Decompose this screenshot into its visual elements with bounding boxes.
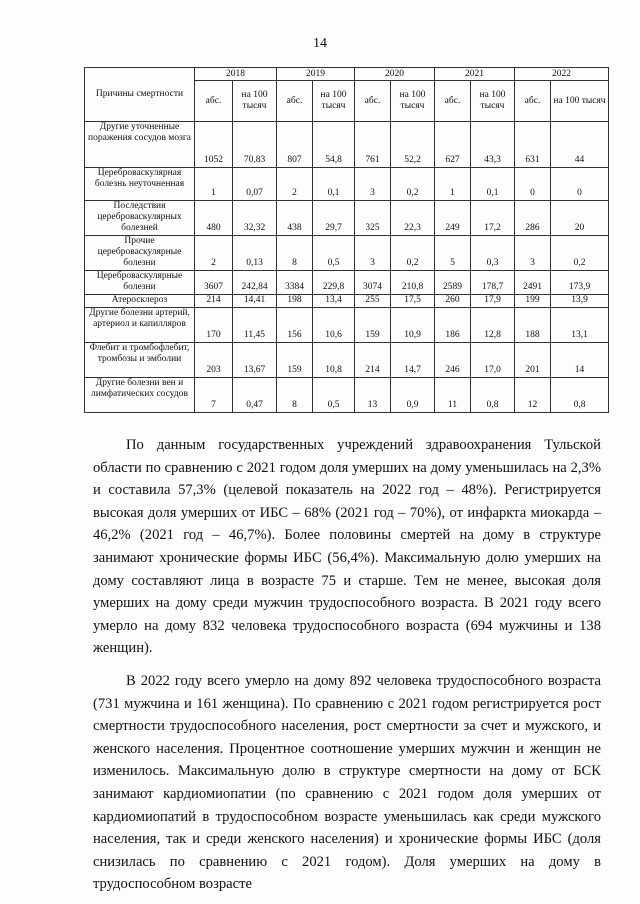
rate-value-cell: 229,8 xyxy=(313,271,355,295)
rate-value-cell: 20 xyxy=(551,201,609,236)
abs-value-cell: 12 xyxy=(515,378,551,413)
rate-value-cell: 0,3 xyxy=(471,236,515,271)
rate-value-cell: 14,41 xyxy=(233,295,277,308)
cause-cell: Атеросклероз xyxy=(85,295,195,308)
abs-value-cell: 627 xyxy=(435,122,471,168)
rate-value-cell: 10,6 xyxy=(313,308,355,343)
abs-header: абс. xyxy=(277,81,313,122)
rate-value-cell: 13,67 xyxy=(233,343,277,378)
abs-value-cell: 2 xyxy=(277,168,313,201)
abs-value-cell: 13 xyxy=(355,378,391,413)
rate-value-cell: 0,8 xyxy=(551,378,609,413)
per100k-header: на 100 тысяч xyxy=(391,81,435,122)
cause-header: Причины смертности xyxy=(85,68,195,122)
table-row xyxy=(85,378,609,413)
abs-value-cell: 198 xyxy=(277,295,313,308)
rate-value-cell: 10,9 xyxy=(391,308,435,343)
abs-value-cell: 159 xyxy=(277,343,313,378)
abs-value-cell: 5 xyxy=(435,236,471,271)
abs-value-cell: 3 xyxy=(355,236,391,271)
abs-value-cell: 203 xyxy=(195,343,233,378)
abs-header: абс. xyxy=(195,81,233,122)
table-row xyxy=(85,201,609,236)
table-row xyxy=(85,308,609,343)
rate-value-cell: 0,1 xyxy=(471,168,515,201)
abs-value-cell: 255 xyxy=(355,295,391,308)
abs-value-cell: 159 xyxy=(355,308,391,343)
cause-cell: Последствия цереброваскулярных болезней xyxy=(85,201,195,236)
cause-cell: Цереброваскулярные болезни xyxy=(85,271,195,295)
rate-value-cell: 0 xyxy=(551,168,609,201)
abs-value-cell: 3074 xyxy=(355,271,391,295)
year-header: 2022 xyxy=(515,68,609,81)
rate-value-cell: 13,9 xyxy=(551,295,609,308)
rate-value-cell: 22,3 xyxy=(391,201,435,236)
rate-value-cell: 13,4 xyxy=(313,295,355,308)
rate-value-cell: 32,32 xyxy=(233,201,277,236)
rate-value-cell: 29,7 xyxy=(313,201,355,236)
abs-value-cell: 2 xyxy=(195,236,233,271)
abs-value-cell: 3607 xyxy=(195,271,233,295)
rate-value-cell: 210,8 xyxy=(391,271,435,295)
abs-value-cell: 8 xyxy=(277,236,313,271)
abs-value-cell: 249 xyxy=(435,201,471,236)
rate-value-cell: 52,2 xyxy=(391,122,435,168)
abs-value-cell: 325 xyxy=(355,201,391,236)
rate-value-cell: 0,2 xyxy=(551,236,609,271)
mortality-table xyxy=(84,67,609,413)
abs-value-cell: 3 xyxy=(515,236,551,271)
abs-value-cell: 2491 xyxy=(515,271,551,295)
cause-cell: Флебит и тромбофлебит, тромбозы и эмболии xyxy=(85,343,195,378)
cause-cell: Другие болезни артерий, артериол и капилляров xyxy=(85,308,195,343)
table-row xyxy=(85,295,609,308)
abs-value-cell: 761 xyxy=(355,122,391,168)
abs-value-cell: 199 xyxy=(515,295,551,308)
abs-value-cell: 286 xyxy=(515,201,551,236)
rate-value-cell: 70,83 xyxy=(233,122,277,168)
abs-value-cell: 246 xyxy=(435,343,471,378)
abs-header: абс. xyxy=(355,81,391,122)
cause-cell: Цереброваскулярная болезнь неуточненная xyxy=(85,168,195,201)
rate-value-cell: 43,3 xyxy=(471,122,515,168)
rate-value-cell: 10,8 xyxy=(313,343,355,378)
abs-value-cell: 170 xyxy=(195,308,233,343)
rate-value-cell: 0,9 xyxy=(391,378,435,413)
abs-value-cell: 3384 xyxy=(277,271,313,295)
table-row xyxy=(85,343,609,378)
rate-value-cell: 0,2 xyxy=(391,236,435,271)
year-header: 2020 xyxy=(355,68,435,81)
abs-value-cell: 2589 xyxy=(435,271,471,295)
abs-value-cell: 807 xyxy=(277,122,313,168)
abs-value-cell: 1 xyxy=(195,168,233,201)
abs-value-cell: 3 xyxy=(355,168,391,201)
per100k-header: на 100 тысяч xyxy=(233,81,277,122)
table-body xyxy=(85,122,609,413)
page-number: 14 xyxy=(313,36,327,51)
body-text xyxy=(93,434,601,896)
abs-value-cell: 0 xyxy=(515,168,551,201)
paragraph: В 2022 году всего умерло на дому 892 человека трудоспособного возраста (731 мужчина и 161 женщина). По сравнению с 2021 годом регистрируется рост смертности трудоспособного населения, рост смертности за счет и мужского, и женского населения. Процентное соотношение умерших мужчин и женщин не изменилось. Максимальную долю в структуре смертности на дому от БСК занимают кардиомиопатии (по сравнению с 2021 годом доля умерших от кардиомиопатий в трудоспособном возрасте уменьшилась как среди мужского населения, так и среди женского населения) и хронические формы ИБС (доля снизилась по сравнению с 2021 годом). Доля умерших на дому в трудоспособном возрасте xyxy=(93,672,601,893)
per100k-header: на 100 тысяч xyxy=(313,81,355,122)
table-header-years xyxy=(85,68,609,81)
abs-value-cell: 631 xyxy=(515,122,551,168)
rate-value-cell: 0,47 xyxy=(233,378,277,413)
abs-value-cell: 214 xyxy=(355,343,391,378)
rate-value-cell: 173,9 xyxy=(551,271,609,295)
abs-value-cell: 260 xyxy=(435,295,471,308)
table-row xyxy=(85,168,609,201)
rate-value-cell: 242,84 xyxy=(233,271,277,295)
abs-value-cell: 438 xyxy=(277,201,313,236)
abs-value-cell: 1052 xyxy=(195,122,233,168)
abs-value-cell: 214 xyxy=(195,295,233,308)
abs-value-cell: 201 xyxy=(515,343,551,378)
rate-value-cell: 11,45 xyxy=(233,308,277,343)
per100k-header: на 100 тысяч xyxy=(471,81,515,122)
rate-value-cell: 17,2 xyxy=(471,201,515,236)
abs-value-cell: 8 xyxy=(277,378,313,413)
year-header: 2021 xyxy=(435,68,515,81)
abs-value-cell: 11 xyxy=(435,378,471,413)
abs-value-cell: 7 xyxy=(195,378,233,413)
abs-value-cell: 188 xyxy=(515,308,551,343)
rate-value-cell: 178,7 xyxy=(471,271,515,295)
rate-value-cell: 0,07 xyxy=(233,168,277,201)
rate-value-cell: 17,0 xyxy=(471,343,515,378)
cause-cell: Прочие цереброваскулярные болезни xyxy=(85,236,195,271)
table-row xyxy=(85,236,609,271)
rate-value-cell: 12,8 xyxy=(471,308,515,343)
rate-value-cell: 0,13 xyxy=(233,236,277,271)
year-header: 2018 xyxy=(195,68,277,81)
year-header: 2019 xyxy=(277,68,355,81)
rate-value-cell: 0,8 xyxy=(471,378,515,413)
per100k-header: на 100 тысяч xyxy=(551,81,609,122)
paragraph: По данным государственных учреждений здравоохранения Тульской области по сравнению с 2021 годом доля умерших на дому уменьшилась на 2,3% и составила 57,3% (целевой показатель на 2022 год – 48%). Регистрируется высокая доля умерших от ИБС – 68% (2021 год – 70%), от инфаркта миокарда – 46,2% (2021 год – 46,7%). Более половины смертей на дому в структуре занимают хронические формы ИБС (56,4%). Максимальную долю умерших на дому составляют лица в возрасте 75 и старше. Тем не менее, высокая доля умерших на дому среди мужчин трудоспособного возраста. В 2021 году всего умерло на дому 832 человека трудоспособного возраста (694 мужчины и 138 женщин). xyxy=(93,437,601,657)
rate-value-cell: 0,2 xyxy=(391,168,435,201)
abs-value-cell: 1 xyxy=(435,168,471,201)
rate-value-cell: 0,1 xyxy=(313,168,355,201)
rate-value-cell: 14 xyxy=(551,343,609,378)
abs-header: абс. xyxy=(515,81,551,122)
rate-value-cell: 17,9 xyxy=(471,295,515,308)
rate-value-cell: 0,5 xyxy=(313,378,355,413)
rate-value-cell: 44 xyxy=(551,122,609,168)
table-row xyxy=(85,271,609,295)
cause-cell: Другие уточненные поражения сосудов мозга xyxy=(85,122,195,168)
abs-value-cell: 186 xyxy=(435,308,471,343)
cause-cell: Другие болезни вен и лимфатических сосудов xyxy=(85,378,195,413)
abs-header: абс. xyxy=(435,81,471,122)
rate-value-cell: 14,7 xyxy=(391,343,435,378)
table-row xyxy=(85,122,609,168)
abs-value-cell: 156 xyxy=(277,308,313,343)
rate-value-cell: 13,1 xyxy=(551,308,609,343)
abs-value-cell: 480 xyxy=(195,201,233,236)
rate-value-cell: 54,8 xyxy=(313,122,355,168)
rate-value-cell: 17,5 xyxy=(391,295,435,308)
rate-value-cell: 0,5 xyxy=(313,236,355,271)
